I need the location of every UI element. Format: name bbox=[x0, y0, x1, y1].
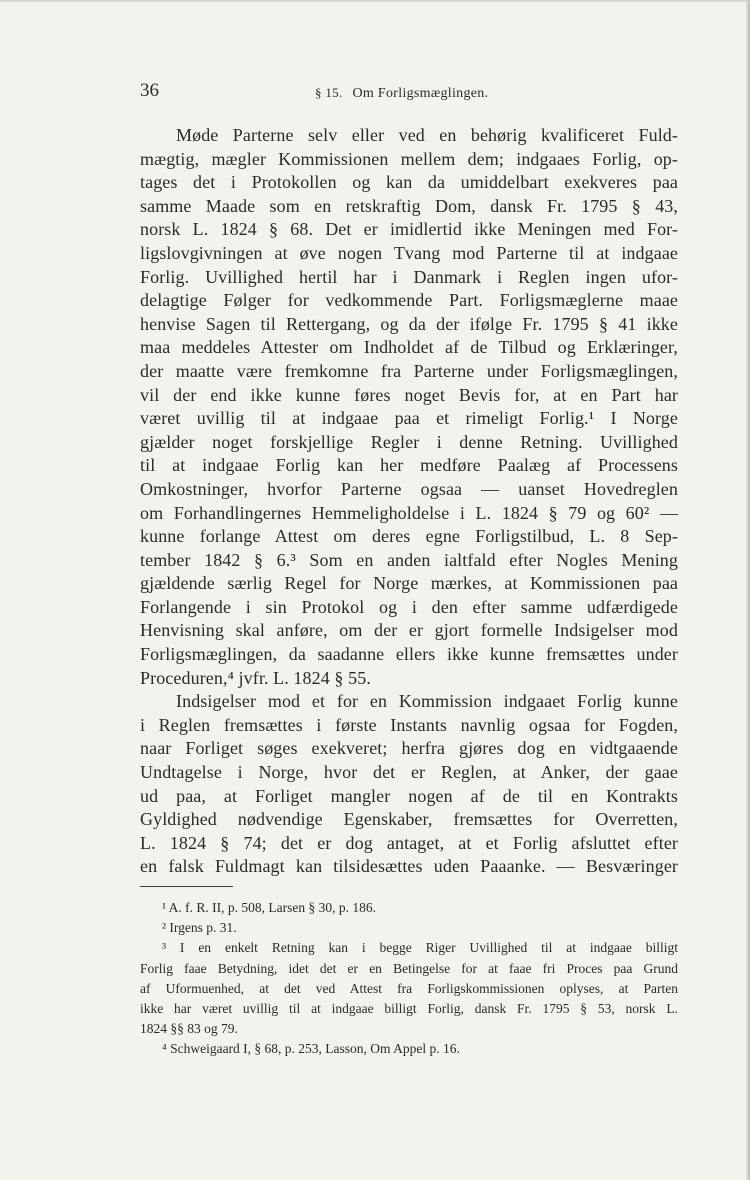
footnote-line: ikke har været uvillig til at indgaae billigt Forlig, dansk Fr. 1795 § 53, norsk L. bbox=[140, 1000, 678, 1016]
text-line: Møde Parterne selv eller ved en behørig kvalificeret Fuld- bbox=[176, 125, 678, 145]
text-line: naar Forliget søges exekveret; herfra gjøres dog en vidtgaaende bbox=[140, 738, 678, 759]
text-line: Forlig. Uvillighed hertil har i Danmark i Reglen ingen ufor- bbox=[140, 266, 678, 287]
footnote-line: ¹ A. f. R. II, p. 508, Larsen § 30, p. 186. bbox=[162, 900, 377, 915]
text-line: L. 1824 § 74; det er dog antaget, at et Forlig afsluttet efter bbox=[140, 832, 678, 853]
text-line: vil der end ikke kunne føres noget Bevis for, at en Part har bbox=[140, 384, 678, 405]
text-line: ud paa, at Forliget mangler nogen af de til en Kontrakts bbox=[140, 785, 678, 806]
footnote-line: ³ I en enkelt Retning kan i begge Riger Uvillighed til at indgaae billigt bbox=[162, 940, 678, 956]
text-line: Omkostninger, hvorfor Parterne ogsaa — uanset Hovedreglen bbox=[140, 478, 678, 499]
running-title bbox=[315, 85, 488, 102]
body-text bbox=[140, 124, 678, 879]
running-header bbox=[140, 80, 678, 106]
text-line: Forligsmæglingen, da saadanne ellers ikke kunne fremsættes under bbox=[140, 644, 678, 665]
page-top-edge bbox=[0, 0, 750, 2]
text-line: norsk L. 1824 § 68. Det er imidlertid ikke Meningen med For- bbox=[140, 219, 678, 240]
footnote-line: ⁴ Schweigaard I, § 68, p. 253, Lasson, Om Appel p. 16. bbox=[162, 1041, 460, 1057]
footnote-line: af Uformuenhed, at det ved Attest fra Forligskommissionen oplyses, at Parten bbox=[140, 980, 678, 996]
text-line: Indsigelser mod et for en Kommission indgaaet Forlig kunne bbox=[176, 691, 678, 712]
page-number: 36 bbox=[140, 80, 159, 101]
text-line: i Reglen fremsættes i første Instants navnlig ogsaa for Fogden, bbox=[140, 714, 678, 735]
text-line: en falsk Fuldmagt kan tilsidesættes uden Paaanke. — Besværinger bbox=[140, 856, 678, 877]
text-line: Undtagelse i Norge, hvor det er Reglen, at Anker, der gaae bbox=[140, 762, 678, 783]
section-mark: § 15. bbox=[315, 85, 343, 100]
text-line: tages det i Protokollen og kan da umiddelbart exekveres paa bbox=[140, 172, 678, 193]
text-line: gjældende særlig Regel for Norge mærkes, at Kommissionen paa bbox=[140, 573, 678, 594]
text-line: der maatte være fremkomne fra Parterne under Forligsmæglingen, bbox=[140, 360, 678, 381]
footnote-line: Forlig faae Betydning, idet det er en Betingelse for at faae fri Proces paa Grund bbox=[140, 960, 678, 976]
text-line: Henvisning skal anføre, om der er gjort formelle Indsigelser mod bbox=[140, 620, 678, 641]
footnote-line: 1824 §§ 83 og 79. bbox=[140, 1021, 238, 1037]
page-right-edge bbox=[746, 0, 750, 1180]
text-line: ligslovgivningen at øve nogen Tvang mod Parterne til at indgaae bbox=[140, 242, 678, 263]
text-line: Forlangende i sin Protokol og i den efter samme udfærdigede bbox=[140, 596, 678, 617]
text-line: tember 1842 § 6.³ Som en anden ialtfald efter Nogles Mening bbox=[140, 549, 678, 570]
section-title: Om Forligsmæglingen. bbox=[352, 86, 489, 101]
footnote-divider bbox=[140, 886, 233, 887]
text-line: kunne forlange Attest om deres egne Forligstilbud, L. 8 Sep- bbox=[140, 526, 678, 547]
text-line: Gyldighed nødvendige Egenskaber, fremsættes for Overretten, bbox=[140, 809, 678, 830]
footnote-line: ² Irgens p. 31. bbox=[162, 920, 237, 936]
text-line: gjælder noget forskjellige Regler i denne Retning. Uvillighed bbox=[140, 431, 678, 452]
text-line: om Forhandlingernes Hemmeligholdelse i L. 1824 § 79 og 60² — bbox=[140, 502, 678, 523]
text-line: til at indgaae Forlig kan her medføre Paalæg af Processens bbox=[140, 455, 678, 476]
text-line: samme Maade som en retskraftig Dom, dansk Fr. 1795 § 43, bbox=[140, 195, 678, 216]
text-line: delagtige Følger for vedkommende Part. Forligsmæglerne maae bbox=[140, 290, 678, 311]
text-line: Proceduren,⁴ jvfr. L. 1824 § 55. bbox=[140, 667, 371, 688]
text-line: henvise Sagen til Rettergang, og da der ifølge Fr. 1795 § 41 ikke bbox=[140, 313, 678, 334]
text-line: mægtig, mægler Kommissionen mellem dem; indgaaes Forlig, op- bbox=[140, 148, 678, 169]
footnotes bbox=[140, 898, 678, 1060]
text-line: været uvillig til at indgaae paa et rimeligt Forlig.¹ I Norge bbox=[140, 408, 678, 429]
text-line: maa meddeles Attester om Indholdet af de Tilbud og Erklæringer, bbox=[140, 337, 678, 358]
